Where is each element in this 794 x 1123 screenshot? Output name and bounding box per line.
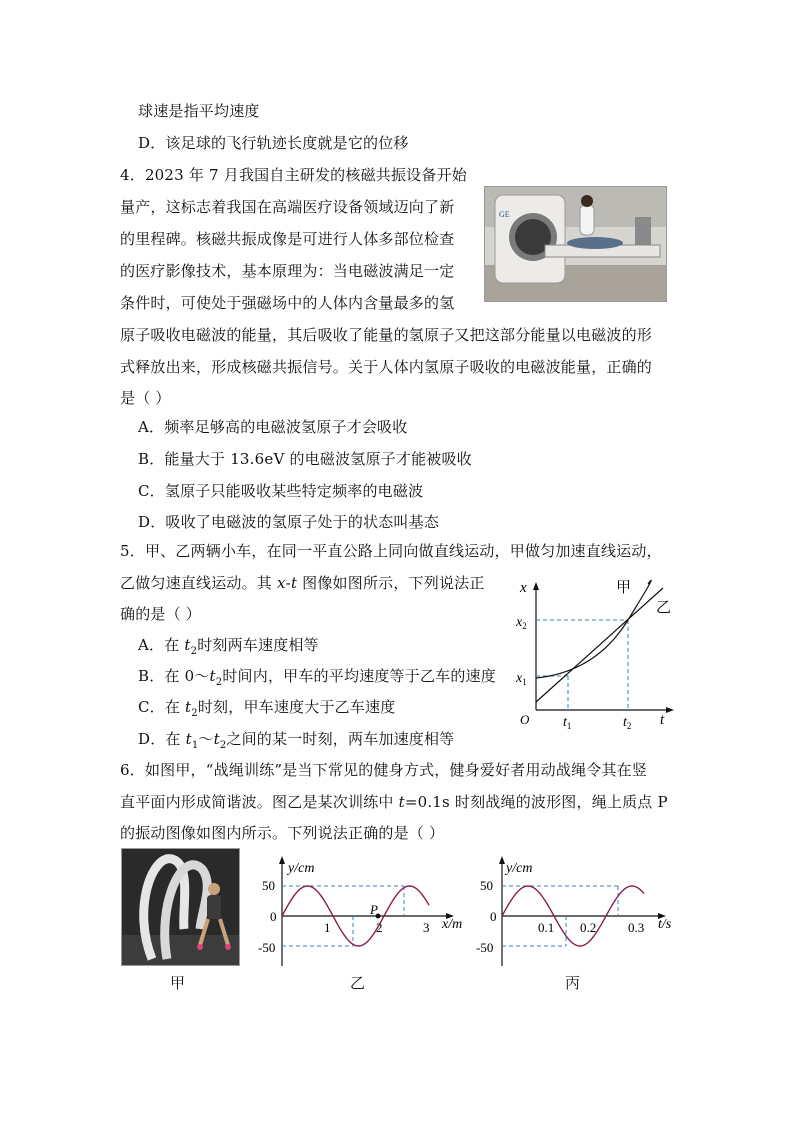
q5-option-a-var: t [184,636,191,654]
q4-line-4: 的医疗影像技术，基本原理为：当电磁波满足一定 [120,262,455,280]
q5-line-2 [120,573,485,593]
q5-option-c-var: t [185,698,192,716]
q6-var-t: t [398,793,405,811]
q5-option-a-sub: 2 [190,646,198,657]
bing-y-tick-neg50: -50 [476,940,494,955]
q5-option-d-prefix: D．在 [138,730,186,748]
yi-y-tick-50: 50 [262,878,275,893]
xt-graph [508,572,680,732]
q3-option-c-continued: 球速是指平均速度 [138,102,260,120]
q4-line-5: 条件时，可使处于强磁场中的人体内含量最多的氢 [120,294,455,312]
yi-y-tick-0: 0 [270,909,277,924]
bing-t-label: t/s [658,917,672,932]
xt-label-t: t [660,712,665,728]
q4-line-8: 是（ ） [120,389,171,407]
xt-t-axis-arrow [666,707,674,713]
q4-line-3: 的里程碑。核磁共振成像是可进行人体多部位检查 [120,230,455,248]
xt-label-origin: O [520,712,530,727]
q5-option-d-sub2: 2 [219,740,227,751]
vibration-graph-bing [476,852,684,970]
xt-t2-sub: 2 [626,721,632,731]
q5-option-c [138,697,395,724]
q5-option-b-prefix: B．在 0～ [138,667,210,685]
bing-y-tick-50: 50 [480,878,493,893]
xt-x1-sub: 1 [522,677,527,687]
yi-x-tick-1: 1 [324,920,331,935]
q4-line-1: 4．2023 年 7 月我国自主研发的核磁共振设备开始 [120,166,467,184]
q5-option-c-text: 时刻，甲车速度大于乙车速度 [197,698,396,716]
q6-line-2-text-b: =0.1s 时刻战绳的波形图，绳上质点 P [404,793,668,811]
q4-line-7: 式释放出来，形成核磁共振信号。关于人体内氢原子吸收的电磁波能量，正确的 [120,358,653,376]
q5-option-d-sub1: 1 [191,740,199,751]
svg-text:GE: GE [499,210,510,219]
q5-option-a-prefix: A．在 [138,636,185,654]
xt-x-axis-arrow [533,582,539,590]
q4-line-6: 原子吸收电磁波的能量，其后吸收了能量的氢原子又把这部分能量以电磁波的形 [120,326,653,344]
xt-label-t1 [563,715,571,731]
q4-option-b: B．能量大于 13.6eV 的电磁波氢原子才能被吸收 [138,450,472,468]
mri-machine-photo [484,186,667,302]
xt-line-yi [536,588,663,702]
caption-yi: 乙 [350,974,366,992]
xt-t1-sub: 1 [566,721,572,731]
q5-option-a [138,635,319,662]
q3-option-d: D．该足球的飞行轨迹长度就是它的位移 [138,134,409,152]
caption-jia: 甲 [170,974,186,992]
xt-x2-sub: 2 [522,621,527,631]
yi-y-label: y/cm [288,861,315,876]
q5-option-d-var2: t [213,730,220,748]
q5-line-2-text-b: 图像如图所示，下列说法正 [297,574,485,592]
yi-x-label: x/m [442,917,463,932]
q6-line-2 [120,792,668,812]
q4-option-a: A．频率足够高的电磁波氢原子才会吸收 [138,418,408,436]
yi-x-tick-3: 3 [423,920,430,935]
q5-option-b-sub: 2 [215,677,223,688]
q5-line-2-text-a: 乙做匀速直线运动。其 [120,574,277,592]
q4-line-2: 量产，这标志着我国在高端医疗设备领域迈向了新 [120,198,455,216]
xt-t2-var: t [623,715,627,730]
xt-label-x1 [515,671,527,687]
q5-line-3: 确的是（ ） [120,605,201,623]
xt-x2-var: x [516,615,523,630]
xt-label-x2 [515,615,527,631]
bing-t-tick-01: 0.1 [538,920,555,935]
q5-option-b-text: 时间内，甲车的平均速度等于乙车的速度 [222,667,496,685]
xt-label-t2 [623,715,631,731]
q5-line-1: 5．甲、乙两辆小车，在同一平直公路上同向做直线运动，甲做匀加速直线运动， [120,542,662,560]
bing-t-tick-02: 0.2 [580,920,597,935]
q5-dash: - [285,574,291,592]
q5-option-d-tilde: ～ [198,730,214,748]
xt-label-yi: 乙 [656,600,672,616]
q5-option-b-var: t [209,667,216,685]
q5-option-d-text: 之间的某一时刻，两车加速度相等 [226,730,455,748]
yi-y-tick-neg50: -50 [258,940,276,955]
caption-bing: 丙 [565,974,581,992]
q5-option-b [138,666,496,693]
bing-y-axis-arrow [499,856,505,864]
bing-y-label: y/cm [506,861,533,876]
xt-label-x: x [520,580,527,596]
xt-x1-var: x [516,671,523,686]
q5-var-x: x [276,574,286,592]
yi-y-axis-arrow [279,856,285,864]
q6-line-3: 的振动图像如图内所示。下列说法正确的是（ ） [120,824,445,842]
q5-option-c-sub: 2 [191,708,198,719]
q5-var-t: t [290,574,298,592]
q5-option-a-text: 时刻两车速度相等 [197,636,319,654]
mri-illustration [485,187,666,301]
battle-rope-photo [121,848,240,966]
q6-line-1: 6．如图甲，“战绳训练”是当下常见的健身方式，健身爱好者用动战绳令其在竖 [120,761,648,779]
q5-option-d [138,729,454,756]
bing-t-tick-03: 0.3 [628,920,645,935]
yi-label-p: P [370,902,378,917]
waveform-graph-yi [256,852,468,970]
q5-option-c-prefix: C．在 [138,698,186,716]
yi-x-tick-2: 2 [376,920,383,935]
bing-y-tick-0: 0 [490,909,497,924]
xt-label-jia: 甲 [616,580,632,596]
q6-line-2-text-a: 直平面内形成简谐波。图乙是某次训练中 [120,793,399,811]
q4-option-d: D．吸收了电磁波的氢原子处于的状态叫基态 [138,513,440,531]
battle-rope-illustration [122,849,239,965]
q4-option-c: C．氢原子只能吸收某些特定频率的电磁波 [138,482,424,500]
xt-t1-var: t [563,715,567,730]
xt-curve-jia [536,580,651,678]
q5-option-d-var1: t [185,730,192,748]
